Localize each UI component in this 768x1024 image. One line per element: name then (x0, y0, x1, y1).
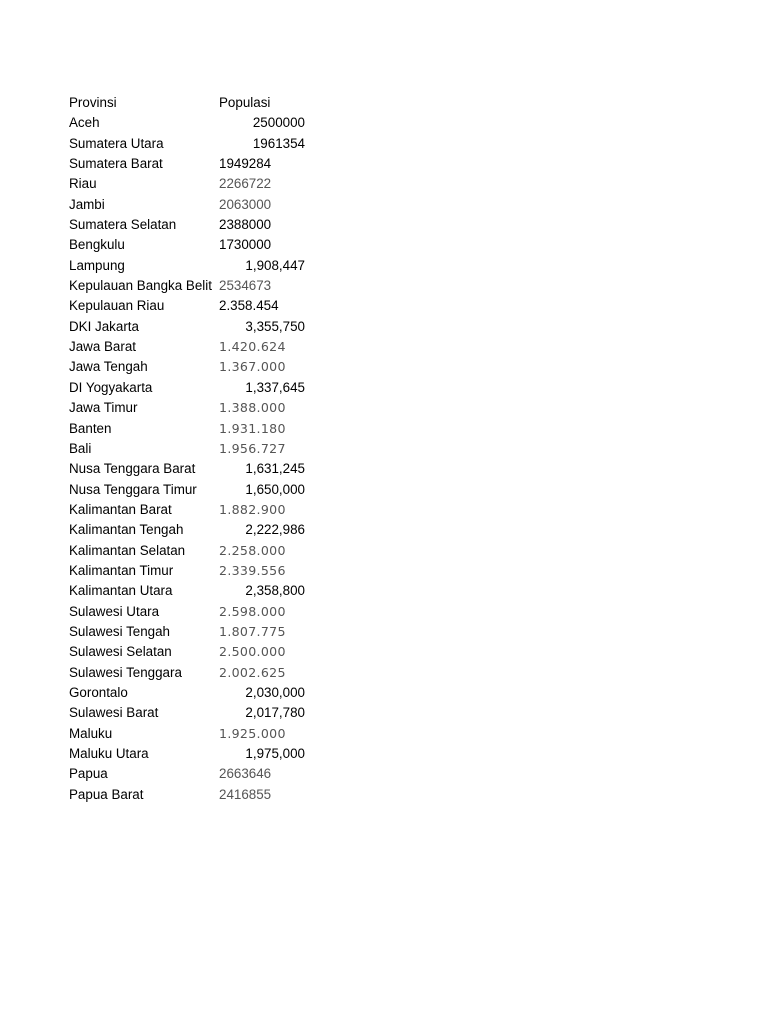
province-name: Bengkulu (69, 237, 125, 253)
province-name: Kepulauan Bangka Belit (69, 278, 212, 294)
table-row (69, 439, 329, 459)
table-row (69, 480, 329, 500)
population-value: 1949284 (219, 156, 272, 172)
province-name: Bali (69, 440, 92, 456)
population-value: 1,908,447 (245, 257, 305, 273)
province-name: Kalimantan Selatan (69, 542, 186, 558)
table-row (69, 744, 329, 764)
province-name: Banten (69, 420, 112, 436)
table-row (69, 357, 329, 377)
population-value: 1730000 (219, 237, 272, 253)
population-value: 2.500.000 (219, 644, 286, 660)
population-value: 2266722 (219, 176, 272, 192)
population-value: 2500000 (252, 115, 305, 131)
header-row (69, 93, 329, 113)
header-populasi: Populasi (219, 95, 271, 110)
province-name: Kalimantan Tengah (69, 522, 184, 538)
province-name: Gorontalo (69, 684, 128, 700)
population-value: 1,975,000 (245, 746, 305, 761)
header-provinsi: Provinsi (69, 95, 117, 110)
province-name: Jawa Tengah (69, 359, 148, 375)
table-row (69, 642, 329, 662)
province-name: Maluku (69, 725, 113, 741)
province-name: Sulawesi Tenggara (69, 664, 182, 680)
province-name: DI Yogyakarta (69, 379, 153, 395)
table-row (69, 113, 329, 133)
table-row (69, 317, 329, 337)
population-value: 1.388.000 (219, 400, 286, 416)
table-row (69, 602, 329, 622)
table-row (69, 561, 329, 581)
table-row (69, 174, 329, 194)
population-value: 2388000 (219, 217, 272, 233)
population-value: 2416855 (219, 786, 272, 802)
province-name: Kepulauan Riau (69, 298, 165, 314)
table-row (69, 195, 329, 215)
province-name: Kalimantan Timur (69, 562, 174, 578)
province-name: Aceh (69, 115, 100, 131)
province-name: Sumatera Barat (69, 156, 163, 172)
province-name: Maluku Utara (69, 746, 149, 761)
table-row (69, 296, 329, 316)
table-row (69, 785, 329, 805)
population-value: 2.258.000 (219, 542, 286, 558)
table-row (69, 134, 329, 154)
table-row (69, 337, 329, 357)
table-row (69, 500, 329, 520)
table-row (69, 459, 329, 479)
province-name: Riau (69, 176, 97, 192)
table-row (69, 419, 329, 439)
table-row (69, 276, 329, 296)
table-row (69, 703, 329, 723)
province-name: Sumatera Selatan (69, 217, 177, 233)
province-name: Sulawesi Barat (69, 705, 159, 721)
population-value: 1.956.727 (219, 440, 286, 456)
province-name: Kalimantan Barat (69, 501, 172, 517)
population-value: 1.931.180 (219, 420, 286, 436)
province-name: Papua Barat (69, 786, 144, 802)
population-value: 3,355,750 (245, 318, 305, 334)
population-value: 1,631,245 (245, 461, 305, 477)
province-name: Jawa Timur (69, 400, 138, 416)
population-value: 2.598.000 (219, 603, 286, 619)
population-value: 1.367.000 (219, 359, 286, 375)
population-value: 2,017,780 (245, 705, 305, 721)
province-name: Nusa Tenggara Barat (69, 461, 196, 477)
population-value: 2534673 (219, 278, 272, 294)
table-row (69, 215, 329, 235)
table-row (69, 622, 329, 642)
population-value: 2,222,986 (245, 522, 305, 538)
table-row (69, 235, 329, 255)
province-population-table (69, 93, 329, 805)
province-name: Sulawesi Selatan (69, 644, 172, 660)
province-name: Jambi (69, 196, 105, 212)
table-row (69, 256, 329, 276)
population-value: 1,337,645 (245, 379, 305, 395)
population-value: 2,030,000 (245, 684, 305, 700)
population-value: 1,650,000 (245, 481, 305, 497)
province-name: Nusa Tenggara Timur (69, 481, 197, 497)
population-value: 2063000 (219, 196, 272, 212)
population-value: 2.339.556 (219, 562, 286, 578)
province-name: Sumatera Utara (69, 135, 164, 151)
province-name: Lampung (69, 257, 125, 273)
table-row (69, 520, 329, 540)
table-row (69, 724, 329, 744)
table-row (69, 683, 329, 703)
table-row (69, 764, 329, 784)
province-name: Papua (69, 766, 108, 782)
population-value: 1.925.000 (219, 725, 286, 741)
population-value: 1.807.775 (219, 623, 286, 639)
population-value: 1.882.900 (219, 501, 286, 517)
province-name: Sulawesi Utara (69, 603, 160, 619)
province-name: Kalimantan Utara (69, 583, 173, 599)
population-value: 1961354 (252, 135, 305, 151)
province-name: Jawa Barat (69, 339, 136, 355)
population-value: 2.358.454 (219, 298, 279, 314)
population-value: 2,358,800 (245, 583, 305, 599)
table-body (69, 113, 329, 805)
population-value: 2663646 (219, 766, 272, 782)
population-value: 2.002.625 (219, 664, 286, 680)
table-row (69, 541, 329, 561)
province-name: Sulawesi Tengah (69, 623, 170, 639)
population-value: 1.420.624 (219, 339, 286, 355)
table-row (69, 398, 329, 418)
table-row (69, 581, 329, 601)
table-row (69, 663, 329, 683)
province-name: DKI Jakarta (69, 318, 139, 334)
table-row (69, 378, 329, 398)
table-row (69, 154, 329, 174)
